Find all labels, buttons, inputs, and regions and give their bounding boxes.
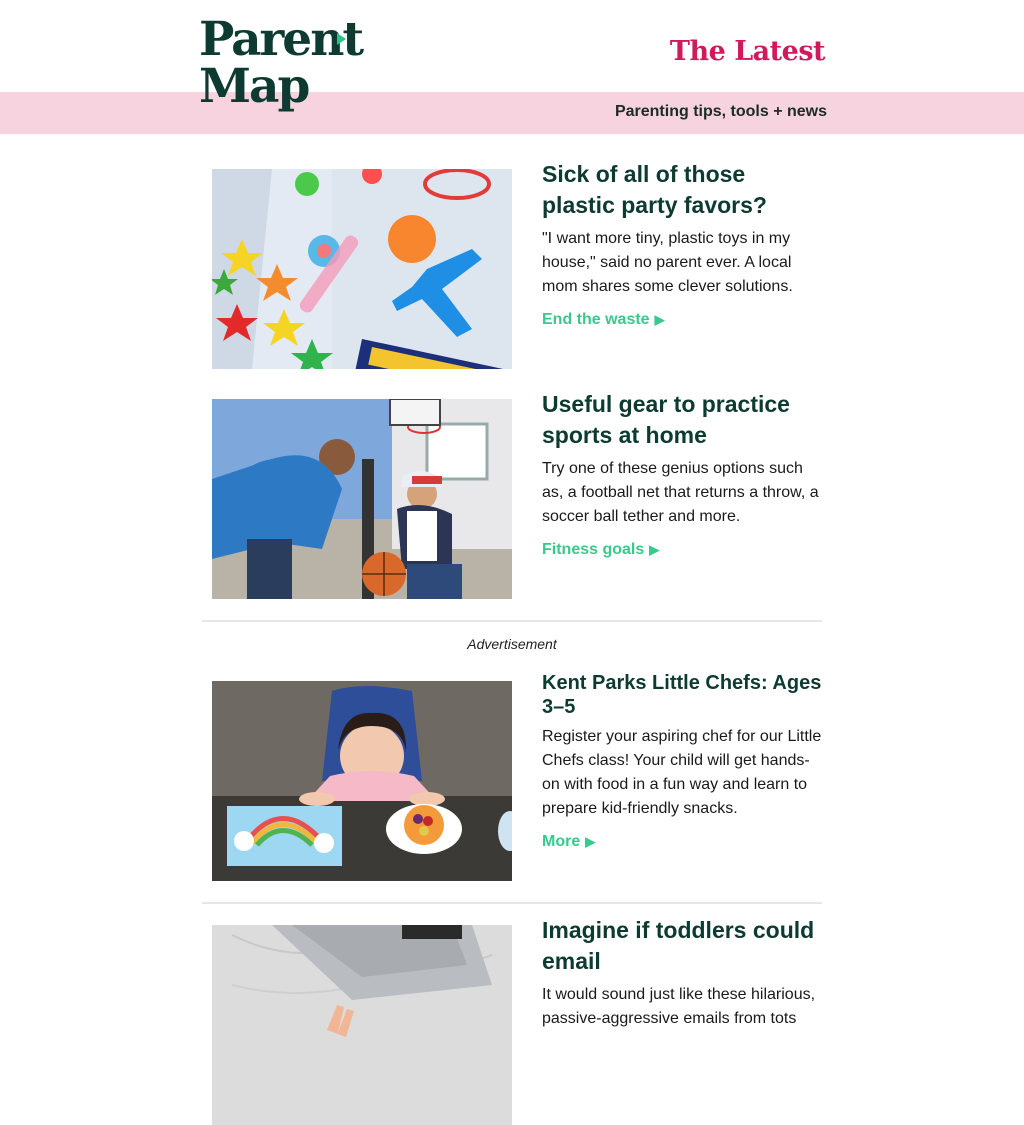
article-text [542, 915, 824, 1031]
article-title[interactable]: Sick of all of those plastic party favors? [542, 161, 767, 218]
cta-link[interactable] [542, 833, 595, 851]
sponsored-description: Register your aspiring chef for our Little Chefs class! Your child will get hands-on with food in a fun way and learn to prepare kid-friendly snacks. [542, 728, 822, 817]
tagline: Parenting tips, tools + news [614, 103, 827, 120]
article-description: It would sound just like these hilarious, passive-aggressive emails from tots [542, 986, 816, 1027]
cta-label: End the waste [542, 311, 650, 328]
logo-triangle-icon [337, 33, 346, 45]
article-description: Try one of these genius options such as, a football net that returns a throw, a soccer ball tether and more. [542, 460, 819, 525]
tagline-band [0, 92, 1024, 134]
sponsored-image[interactable] [212, 681, 512, 881]
triangle-right-icon: ▶ [649, 542, 660, 557]
triangle-right-icon: ▶ [654, 312, 665, 327]
cta-label: Fitness goals [542, 541, 645, 558]
sponsored-text [542, 671, 824, 851]
cta-link[interactable] [542, 311, 665, 329]
parentmap-logo[interactable] [199, 12, 363, 126]
section-title: The Latest [669, 36, 825, 67]
article-text [542, 159, 824, 329]
advertisement-label: Advertisement [467, 636, 557, 652]
divider [202, 620, 822, 622]
triangle-right-icon: ▶ [585, 834, 596, 849]
divider [202, 902, 822, 904]
article-description: "I want more tiny, plastic toys in my house," said no parent ever. A local mom shares some clever solutions. [542, 230, 793, 295]
article-image[interactable] [212, 399, 512, 599]
article-image[interactable] [212, 925, 512, 1125]
article-text [542, 389, 824, 559]
article-image[interactable] [212, 169, 512, 369]
article-title[interactable]: Imagine if toddlers could email [542, 917, 815, 974]
logo-line1: Parent [199, 12, 363, 67]
cta-link[interactable] [542, 541, 659, 559]
article-title[interactable]: Useful gear to practice sports at home [542, 391, 790, 448]
sponsored-title[interactable]: Kent Parks Little Chefs: Ages 3–5 [542, 672, 822, 718]
cta-label: More [542, 833, 581, 850]
logo-line2: Map [199, 59, 309, 114]
